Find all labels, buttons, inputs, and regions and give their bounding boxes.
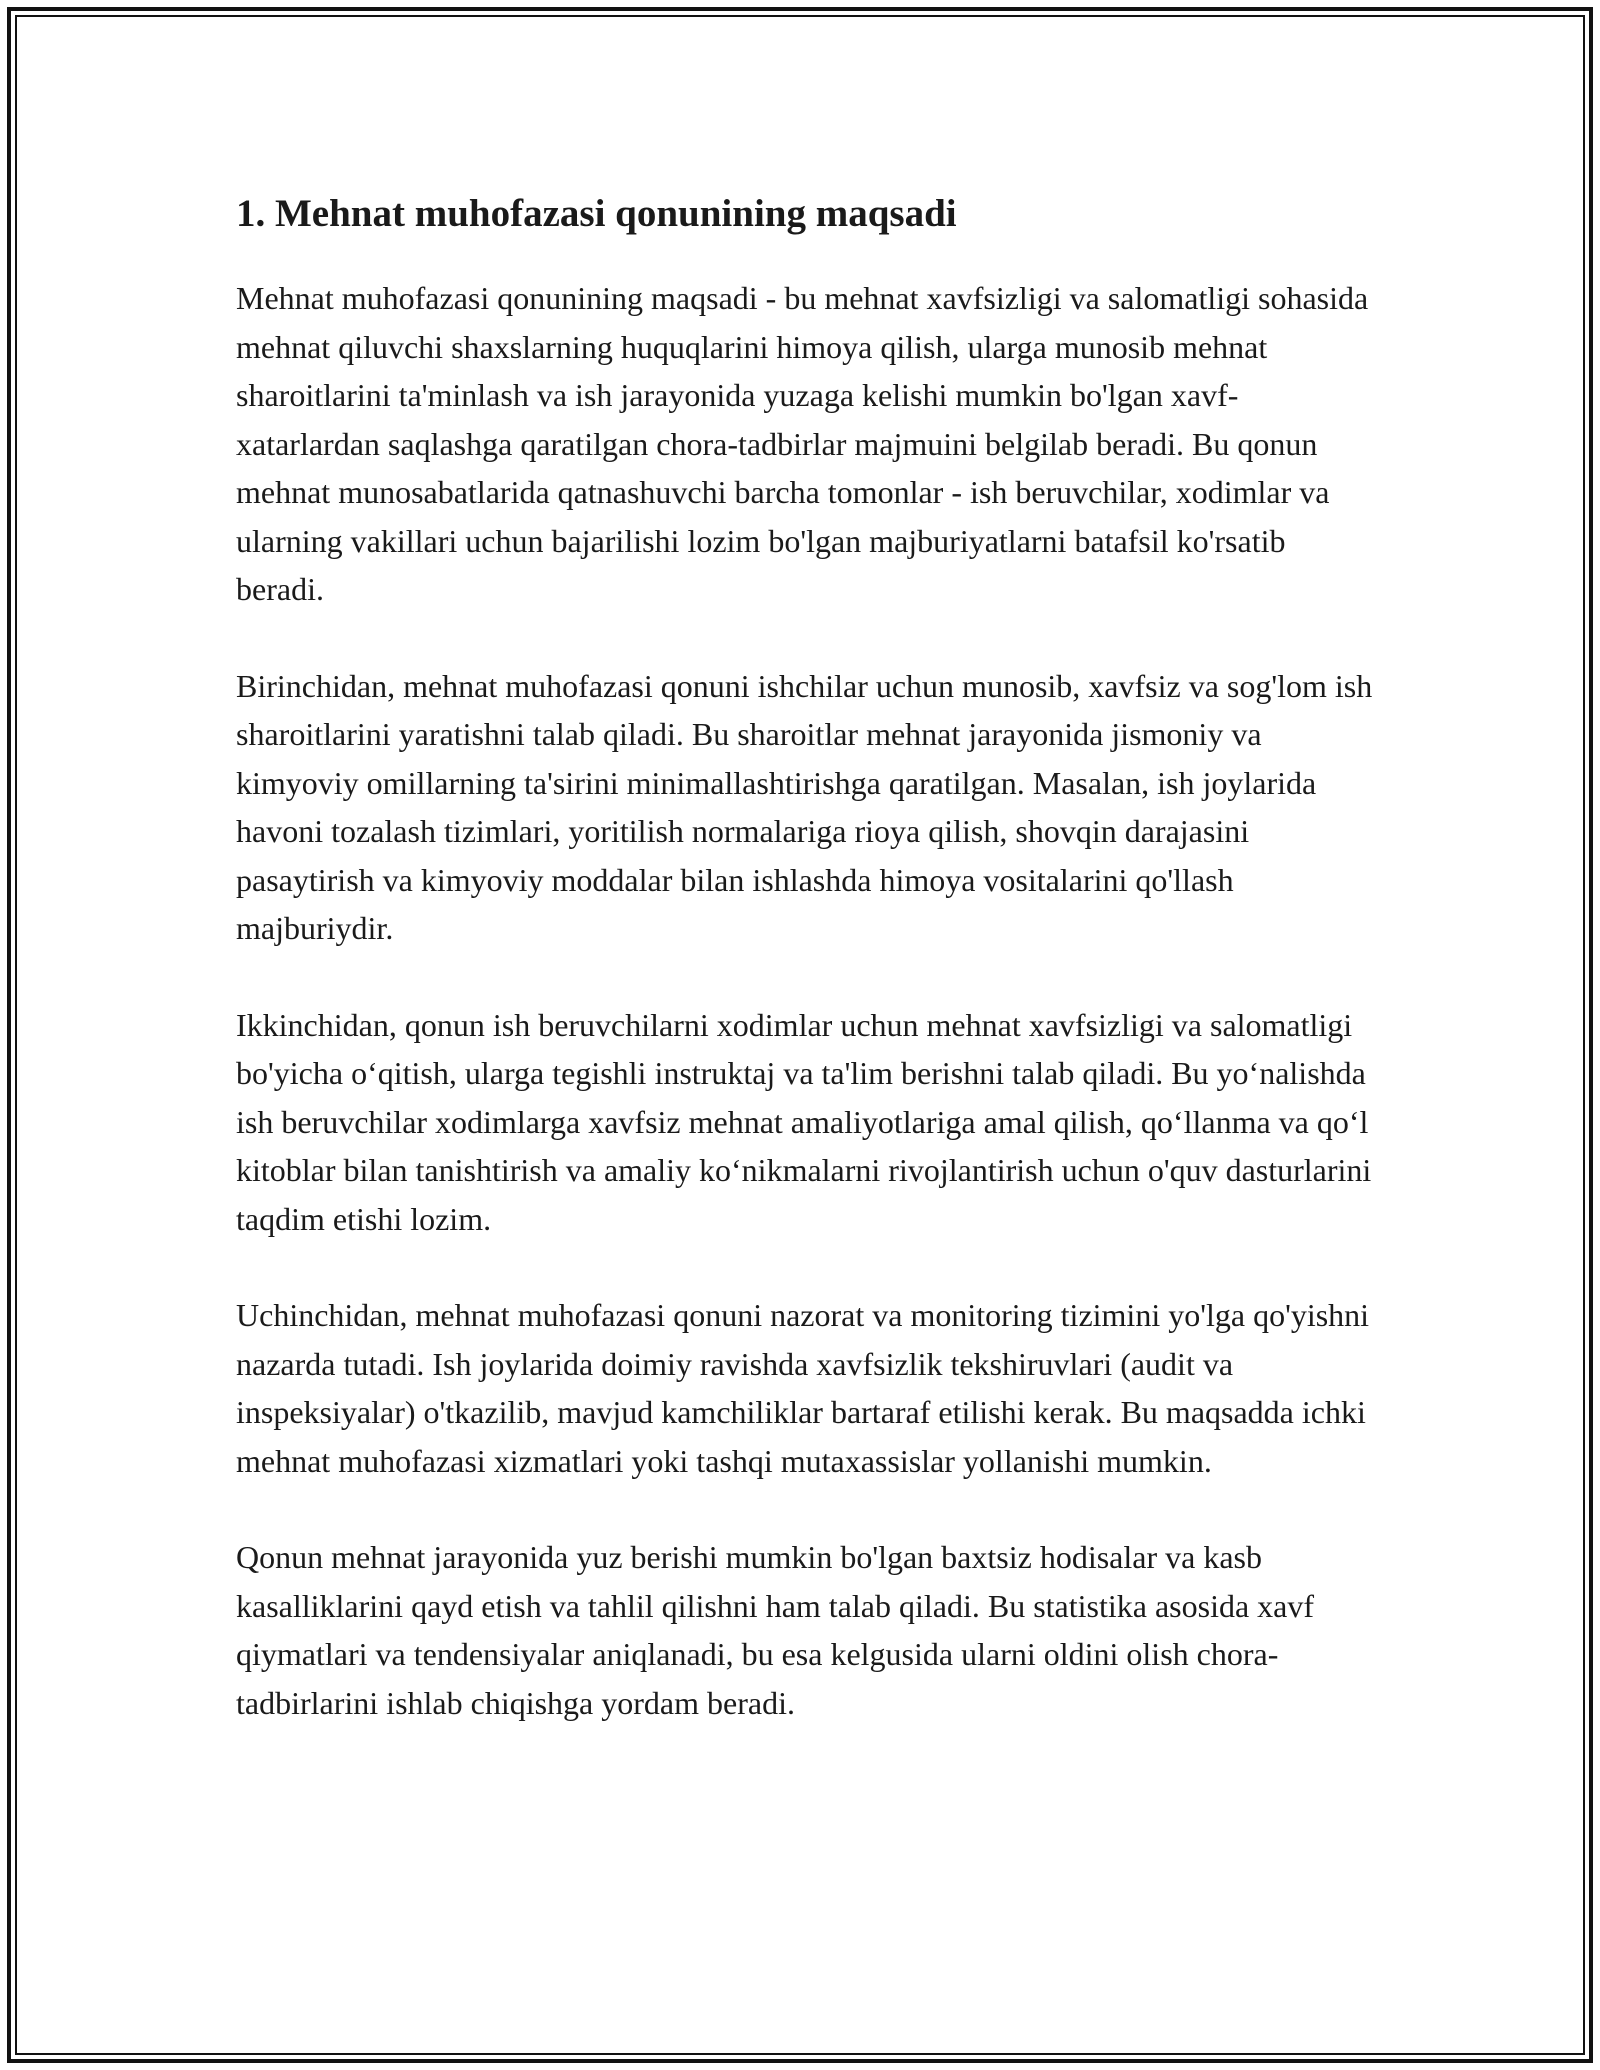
paragraph-statistics: Qonun mehnat jarayonida yuz berishi mumkin bo'lgan baxtsiz hodisalar va kasb kasalliklarini qayd etish va tahlil qilishni ham talab qiladi. Bu statistika asosida xavf qiymatlari va tendensiyalar aniqlanadi, bu esa kelgusida ularni oldini olish chora-tadbirlarini ishlab chiqishga yordam beradi.: [236, 1539, 1315, 1721]
section-heading: 1. Mehnat muhofazasi qonunining maqsadi: [236, 192, 957, 235]
paragraph-third: Uchinchidan, mehnat muhofazasi qonuni nazorat va monitoring tizimini yo'lga qo'yishni nazarda tutadi. Ish joylarida doimiy ravishda xavfsizlik tekshiruvlari (audit va inspeksiyalar) o'tkazilib, mavjud kamchiliklar bartaraf etilishi kerak. Bu maqsadda ichki mehnat muhofazasi xizmatlari yoki tashqi mutaxassislar yollanishi mumkin.: [236, 1297, 1370, 1479]
paragraph-second: Ikkinchidan, qonun ish beruvchilarni xodimlar uchun mehnat xavfsizligi va salomatligi bo'yicha o‘qitish, ularga tegishli instruktaj va ta'lim berishni talab qiladi. Bu yo‘nalishda ish beruvchilar xodimlarga xavfsiz mehnat amaliyotlariga amal qilish, qo‘llanma va qo‘l kitoblar bilan tanishtirish va amaliy ko‘nikmalarni rivojlantirish uchun o'quv dasturlarini taqdim etishi lozim.: [236, 1006, 1372, 1237]
paragraph-intro: Mehnat muhofazasi qonunining maqsadi - bu mehnat xavfsizligi va salomatligi sohasida mehnat qiluvchi shaxslarning huquqlarini himoya qilish, ularga munosib mehnat sharoitlarini ta'minlash va ish jarayonida yuzaga kelishi mumkin bo'lgan xavf-xatarlardan saqlashga qaratilgan chora-tadbirlar majmuini belgilab beradi. Bu qonun mehnat munosabatlarida qatnashuvchi barcha tomonlar - ish beruvchilar, xodimlar va ularning vakillari uchun bajarilishi lozim bo'lgan majburiyatlarni batafsil ko'rsatib beradi.: [236, 280, 1369, 607]
document-body: [236, 184, 1376, 1775]
paragraph-first: Birinchidan, mehnat muhofazasi qonuni ishchilar uchun munosib, xavfsiz va sog'lom ish sharoitlarini yaratishni talab qiladi. Bu sharoitlar mehnat jarayonida jismoniy va kimyoviy omillarning ta'sirini minimallashtirishga qaratilgan. Masalan, ish joylarida havoni tozalash tizimlari, yoritilish normalariga rioya qilish, shovqin darajasini pasaytirish va kimyoviy moddalar bilan ishlashda himoya vositalarini qo'llash majburiydir.: [236, 667, 1373, 946]
